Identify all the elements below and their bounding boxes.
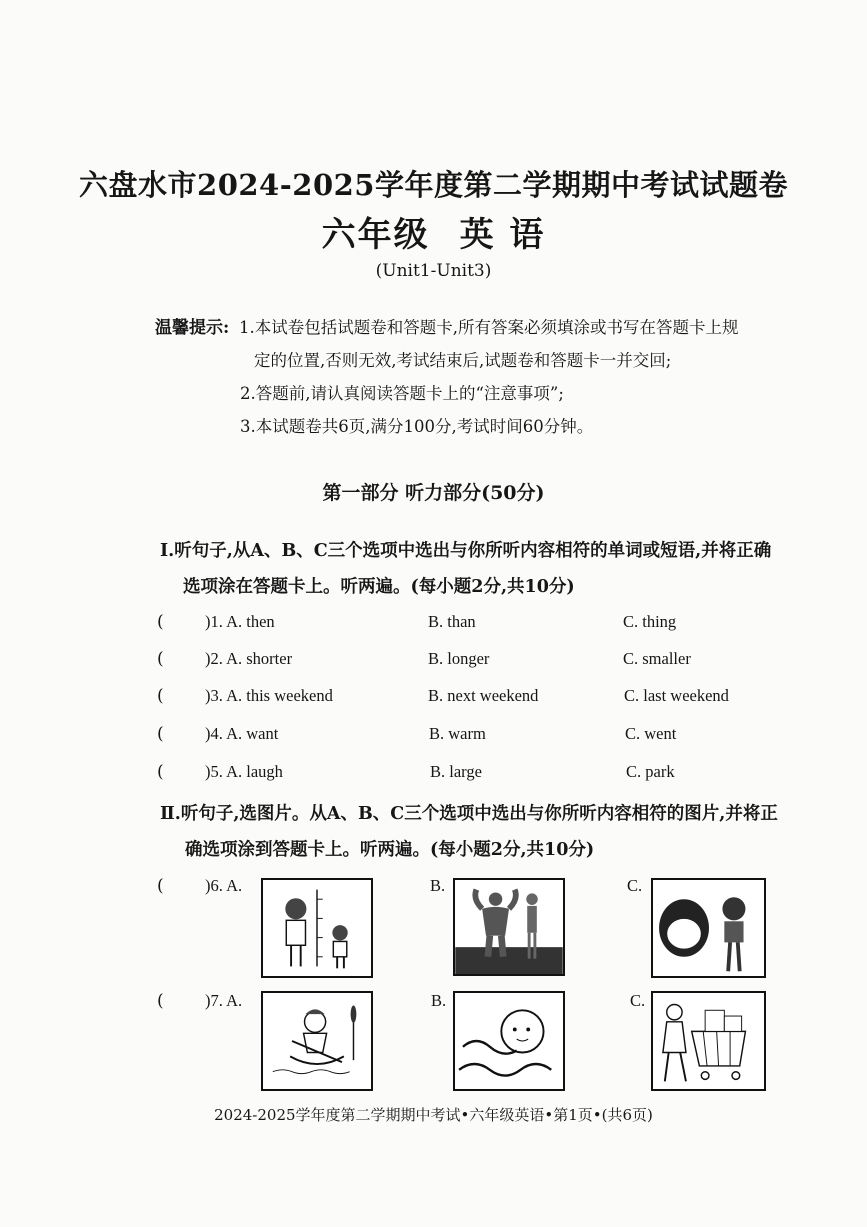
option-c: C. thing [623,612,677,631]
section-two-instruction-line-1: Ⅱ.听句子,选图片。从A、B、C三个选项中选出与你所听内容相符的图片,并将正 [160,804,778,824]
option-a: )5. A. laugh [205,762,283,781]
option-b-label: B. [430,876,446,895]
section-two-instruction-line-2: 确选项涂到答题卡上。听两遍。(每小题2分,共10分) [185,840,595,860]
page-footer: 2024-2025学年度第二学期期中考试•六年级英语•第1页•(共6页) [214,1106,653,1124]
tip-2: 2.答题前,请认真阅读答题卡上的“注意事项”; [240,384,564,403]
subject-label: 英 语 [459,215,546,255]
grade-subject [0,207,867,256]
option-a: )3. A. this weekend [205,686,333,705]
part-one-heading: 第一部分 听力部分(50分) [322,482,545,504]
option-c: C. last weekend [624,686,729,705]
option-a-label: )7. A. [205,991,243,1010]
option-b: B. longer [428,649,490,668]
option-a-label: )6. A. [205,876,243,895]
boy-rowing-boat-picture [261,991,373,1091]
two-women-exercising-picture [651,878,766,978]
option-a: )2. A. shorter [205,649,293,668]
answer-paren: ( [157,612,164,632]
answer-paren: ( [157,724,164,744]
answer-paren: ( [157,991,164,1011]
option-b: B. warm [429,724,486,743]
exam-title: 六盘水市2024-2025学年度第二学期期中考试试题卷 [79,168,788,202]
tip-3: 3.本试题卷共6页,满分100分,考试时间60分钟。 [240,417,594,436]
tip-1-line-2: 定的位置,否则无效,考试结束后,试题卷和答题卡一并交回; [254,351,672,370]
option-b: B. next weekend [428,686,539,705]
two-kids-height-chart-picture [261,878,373,978]
tip-1-line-1: 1.本试卷包括试题卷和答题卡,所有答案必须填涂或书写在答题卡上规 [239,318,739,337]
answer-paren: ( [157,876,164,896]
woman-shopping-cart-picture [651,991,766,1091]
option-b-label: B. [431,991,447,1010]
option-b: B. than [428,612,476,631]
option-c: C. park [626,762,675,781]
section-one-instruction-line-1: Ⅰ.听句子,从A、B、C三个选项中选出与你所听内容相符的单词或短语,并将正确 [160,541,772,561]
option-c-label: C. [630,991,646,1010]
option-a: )4. A. want [205,724,279,743]
option-c-label: C. [627,876,643,895]
option-c: C. smaller [623,649,691,668]
option-b: B. large [430,762,482,781]
option-a: )1. A. then [205,612,275,631]
option-c: C. went [625,724,677,743]
answer-paren: ( [157,649,164,669]
section-one-instruction-line-2: 选项涂在答题卡上。听两遍。(每小题2分,共10分) [183,577,575,597]
answer-paren: ( [157,762,164,782]
grade-label: 六年级 [321,215,430,255]
answer-paren: ( [157,686,164,706]
tips-label: 温馨提示: [155,318,230,338]
boy-swimming-picture [453,991,565,1091]
unit-range: (Unit1-Unit3) [375,261,492,281]
strong-man-and-thin-man-picture [453,878,565,976]
